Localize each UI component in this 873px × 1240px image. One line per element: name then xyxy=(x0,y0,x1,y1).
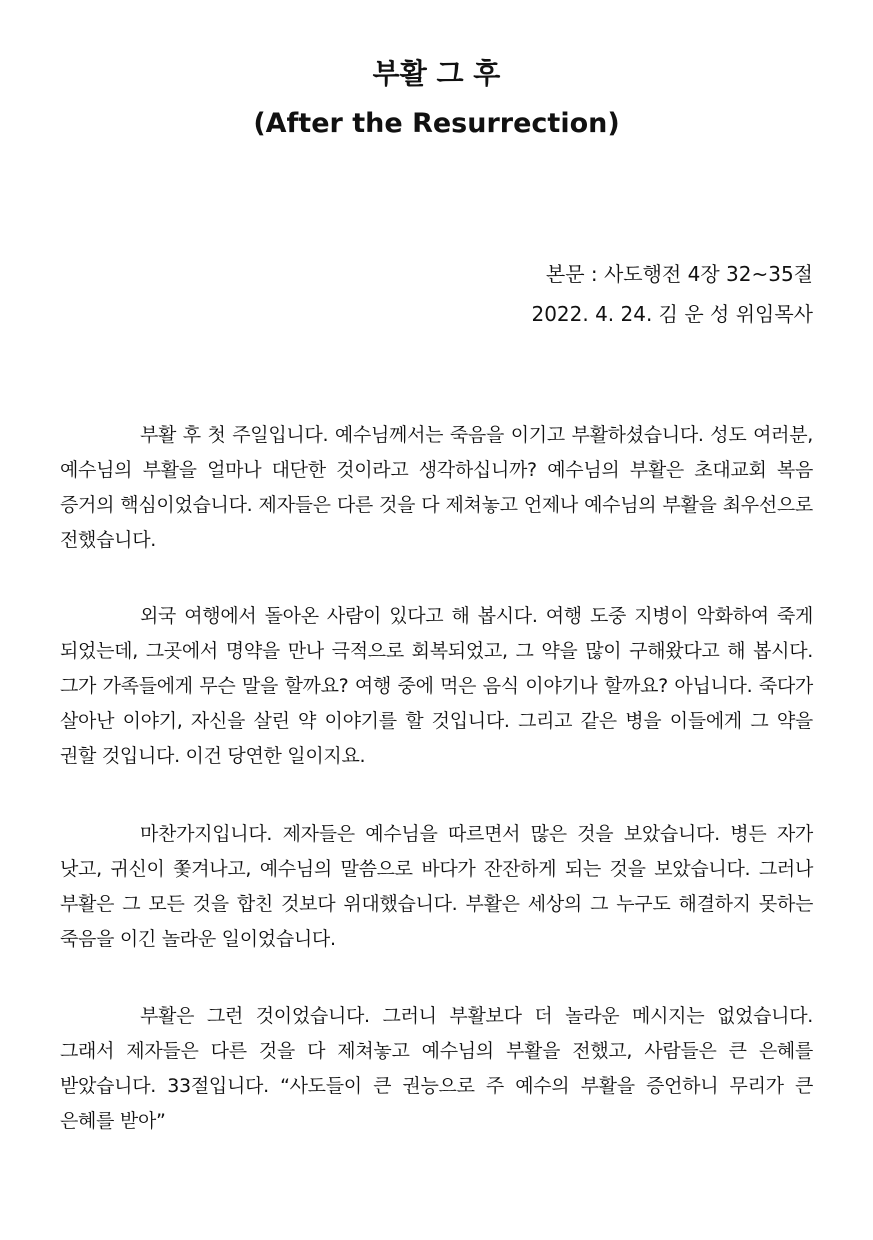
document-subtitle: (After the Resurrection) xyxy=(253,108,620,139)
scripture-reference: 본문 : 사도행전 4장 32~35절 xyxy=(545,262,813,286)
date-author-line: 2022. 4. 24. 김 운 성 위임목사 xyxy=(531,302,813,326)
paragraph-2: 외국 여행에서 돌아온 사람이 있다고 해 봅시다. 여행 도중 지병이 악화하여 죽게 되었는데, 그곳에서 명약을 만나 극적으로 회복되었고, 그 약을 많이 구해왔다고 해 봅시다. 그가 가족들에게 무슨 말을 할까요? 여행 중에 먹은 음식 이야기나 할까요? 아닙니다. 죽다가 살아난 이야기, 자신을 살린 약 이야기를 할 것입니다. 그리고 같은 병을 이들에게 그 약을 권할 것입니다. 이건 당연한 일이지요. xyxy=(60,605,813,767)
paragraph-1: 부활 후 첫 주일입니다. 예수님께서는 죽음을 이기고 부활하셨습니다. 성도 여러분, 예수님의 부활을 얼마나 대단한 것이라고 생각하십니까? 예수님의 부활은 초대교회 복음 증거의 핵심이었습니다. 제자들은 다른 것을 다 제쳐놓고 언제나 예수님의 부활을 최우선으로 전했습니다. xyxy=(60,424,813,551)
paragraph-4: 부활은 그런 것이었습니다. 그러니 부활보다 더 놀라운 메시지는 없었습니다. 그래서 제자들은 다른 것을 다 제쳐놓고 예수님의 부활을 전했고, 사람들은 큰 은혜를 받았습니다. 33절입니다. “사도들이 큰 권능으로 주 예수의 부활을 증언하니 무리가 큰 은혜를 받아” xyxy=(60,1005,813,1132)
paragraph-3: 마찬가지입니다. 제자들은 예수님을 따르면서 많은 것을 보았습니다. 병든 자가 낫고, 귀신이 쫓겨나고, 예수님의 말씀으로 바다가 잔잔하게 되는 것을 보았습니다. 그러나 부활은 그 모든 것을 합친 것보다 위대했습니다. 부활은 세상의 그 누구도 해결하지 못하는 죽음을 이긴 놀라운 일이었습니다. xyxy=(60,823,813,950)
document-title: 부활 그 후 xyxy=(372,57,501,90)
